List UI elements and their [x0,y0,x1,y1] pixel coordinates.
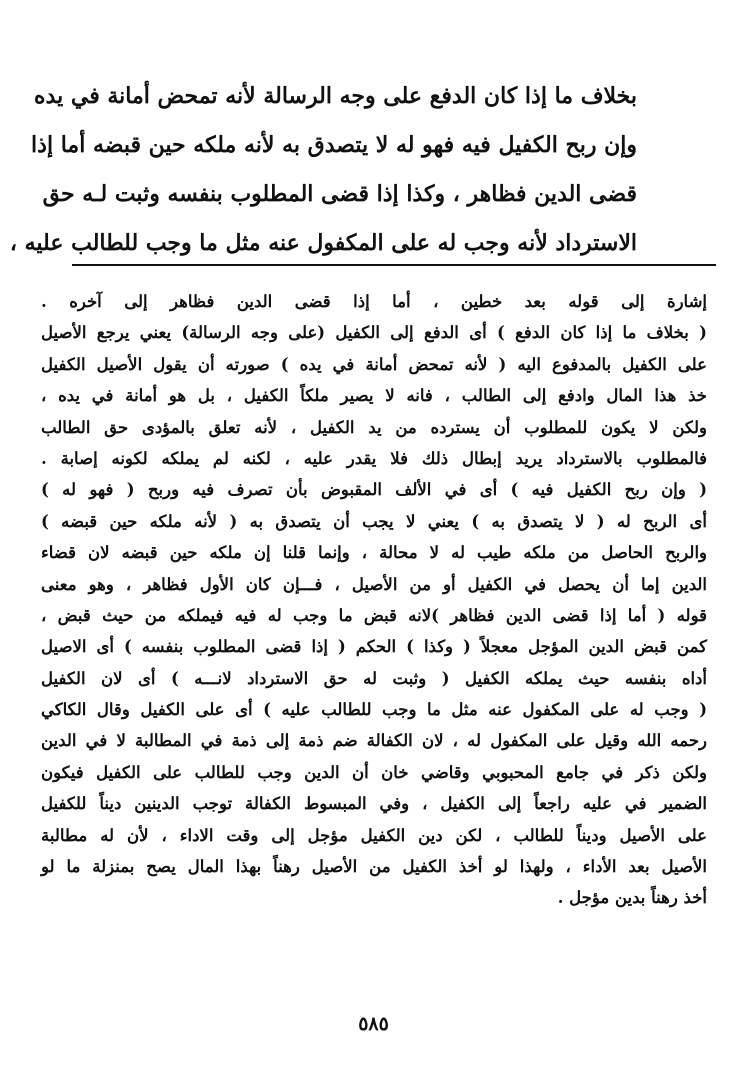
commentary-line: والربح الحاصل من ملكه طيب له لا محالة ، وإنما قلنا إن ملكه حين قبضه لان قضاء [41,543,707,563]
commentary-line: ولكن لا يكون للمطلوب أن يسترده من يد الكفيل ، لأنه تعلق بالمؤدى حق الطالب [41,417,707,437]
commentary-line: إشارة إلى قوله بعد خطين ، أما إذا قضى الدين فظاهر إلى آخره . [41,292,707,311]
commentary-line: فالمطلوب بالاسترداد يريد إبطال ذلك فلا يقدر عليه ، لكنه لم يملكه لكونه إصابة . [41,448,707,468]
commentary-line: كمن قبض الدين المؤجل معجلاً ( وكذا ) الحكم ( إذا قضى المطلوب بنفسه ) أى الاصيل [41,637,707,657]
commentary-line: رحمه الله وقيل على المكفول له ، لان الكفالة ضم ذمة إلى ذمة في المطالبة لا في الدين [41,731,707,751]
commentary-line: على الأصيل وديناً للطالب ، لكن دين الكفيل مؤجل إلى وقت الاداء ، لأن له مطالبة [41,825,707,845]
commentary-line: ( بخلاف ما إذا كان الدفع ) أى الدفع إلى الكفيل (على وجه الرسالة) يعني يرجع الأصيل [41,323,707,343]
page-number: ٥٨٥ [358,1013,389,1035]
commentary-block [41,286,707,914]
commentary-line: ( وجب له على المكفول عنه مثل ما وجب للطالب عليه ) أى على الكفيل وقال الكاكي [41,700,707,720]
main-text-block [9,72,637,268]
commentary-line: خذ هذا المال وادفع إلى الطالب ، فانه لا يصير ملكاً الكفيل ، بل هو أمانة في يده ، [41,386,707,406]
commentary-line: ولكن ذكر في جامع المحبوبي وقاضي خان أن الدين وجب للطالب على الكفيل فيكون [41,762,707,782]
commentary-line: أخذ رهناً بدين مؤجل . [557,888,707,908]
commentary-line: أى الربح له ( لا يتصدق به ) يعني لا يجب أن يتصدق به ( لأنه ملكه حين قبضه ) [41,511,707,531]
commentary-line: أداه بنفسه حيث يملكه الكفيل ( وثبت له حق الاسترداد لانـــه ) أى لان الكفيل [41,668,707,688]
main-text-line: وإن ربح الكفيل فيه فهو له لا يتصدق به لأنه ملكه حين قبضه أما إذا [31,132,637,158]
main-text-line: قضى الدين فظاهر ، وكذا إذا قضى المطلوب بنفسه وثبت لـه حق [42,181,637,207]
commentary-line: قوله ( أما إذا قضى الدين فظاهر )لانه قبض ما وجب له فيه فيملكه من حيث قبض ، [41,605,707,625]
main-text-line: بخلاف ما إذا كان الدفع على وجه الرسالة لأنه تمحض أمانة في يده [34,83,637,109]
commentary-line: الضمير في عليه راجعاً إلى الكفيل ، وفي المبسوط الكفالة توجب الدينين ديناً للكفيل [41,794,707,814]
commentary-line: الدين إما أن يحصل في الكفيل أو من الأصيل ، فـــإن كان الأول فظاهر ، وهو معنى [41,574,707,594]
section-divider [72,264,716,266]
commentary-line: الأصيل بعد الأداء ، ولهذا لو أخذ الكفيل من الأصيل رهناً بهذا المال يصح بمنزلة ما لو [41,857,707,877]
commentary-line: على الكفيل بالمدفوع اليه ( لأنه تمحض أمانة في يده ) صورته أن يقول الأصيل الكفيل [41,354,707,374]
commentary-line: ( وإن ربح الكفيل فيه ) أى في الألف المقبوض بأن تصرف فيه وربح ( فهو له ) [41,480,707,500]
main-text-line: الاسترداد لأنه وجب له على المكفول عنه مثل ما وجب للطالب عليه ، [9,230,637,256]
